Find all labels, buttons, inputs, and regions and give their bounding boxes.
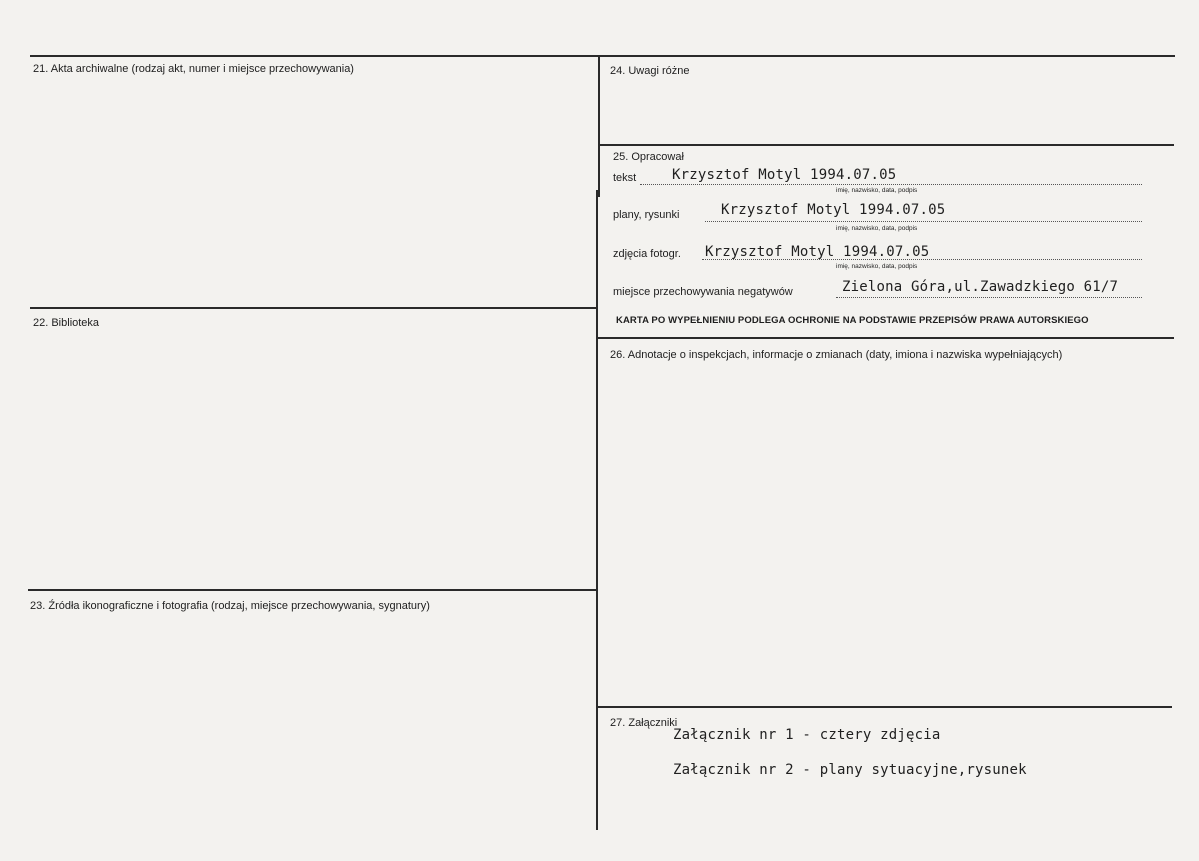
plany-hint: imię, nazwisko, data, podpis bbox=[836, 225, 918, 232]
plany-line bbox=[705, 221, 1142, 222]
tekst-label: tekst bbox=[613, 172, 637, 184]
zdjecia-value: Krzysztof Motyl 1994.07.05 bbox=[705, 244, 930, 260]
attachment-item-1: Załącznik nr 1 - cztery zdjęcia bbox=[673, 727, 941, 743]
section-26-label: 26. Adnotacje o inspekcjach, informacje o zmianach (daty, imiona i nazwiska wypełniających) bbox=[610, 349, 1063, 361]
top-border-line bbox=[30, 55, 1175, 57]
center-divider-line-lower bbox=[596, 190, 598, 830]
plany-value: Krzysztof Motyl 1994.07.05 bbox=[721, 202, 946, 218]
miejsce-label: miejsce przechowywania negatywów bbox=[613, 286, 793, 298]
section-22-label: 22. Biblioteka bbox=[33, 317, 100, 329]
divider-21-22 bbox=[30, 307, 598, 309]
tekst-line bbox=[640, 184, 1142, 185]
tekst-hint: imię, nazwisko, data, podpis bbox=[836, 187, 918, 194]
section-25-label: 25. Opracował bbox=[613, 151, 684, 163]
miejsce-value: Zielona Góra,ul.Zawadzkiego 61/7 bbox=[842, 279, 1119, 295]
miejsce-line bbox=[836, 297, 1142, 298]
divider-24-25 bbox=[598, 144, 1174, 146]
section-27-label: 27. Załączniki bbox=[610, 717, 678, 729]
center-divider-line bbox=[598, 55, 600, 197]
section-23-label: 23. Źródła ikonograficzne i fotografia (rodzaj, miejsce przechowywania, sygnatury) bbox=[30, 600, 430, 612]
divider-25-26 bbox=[598, 337, 1174, 339]
copyright-notice: KARTA PO WYPEŁNIENIU PODLEGA OCHRONIE NA PODSTAWIE PRZEPISÓW PRAWA AUTORSKIEGO bbox=[616, 315, 1089, 326]
tekst-value: Krzysztof Motyl 1994.07.05 bbox=[672, 167, 897, 183]
attachment-item-2: Załącznik nr 2 - plany sytuacyjne,rysunek bbox=[673, 762, 1027, 778]
section-21-label: 21. Akta archiwalne (rodzaj akt, numer i miejsce przechowywania) bbox=[33, 63, 354, 75]
zdjecia-label: zdjęcia fotogr. bbox=[613, 248, 681, 260]
divider-22-23 bbox=[28, 589, 596, 591]
divider-26-27 bbox=[596, 706, 1172, 708]
section-24-label: 24. Uwagi różne bbox=[610, 65, 690, 77]
zdjecia-hint: imię, nazwisko, data, podpis bbox=[836, 263, 918, 270]
plany-label: plany, rysunki bbox=[613, 209, 680, 221]
